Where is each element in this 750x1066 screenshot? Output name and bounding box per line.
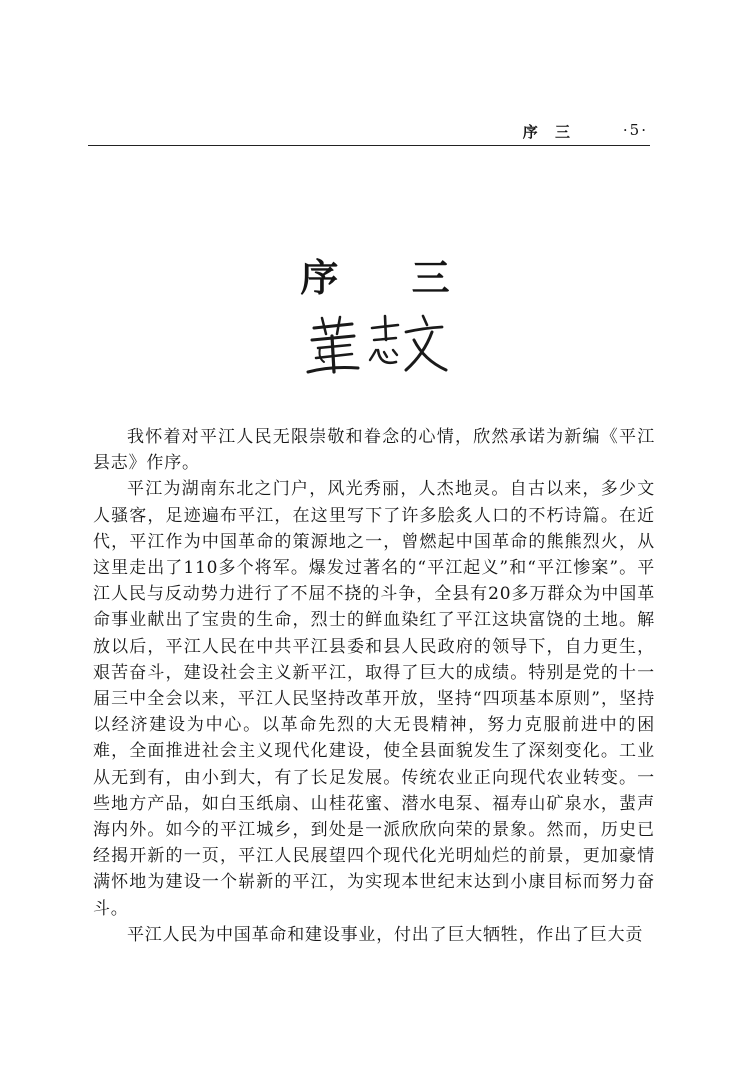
running-head bbox=[88, 121, 650, 145]
paragraph-1: 我怀着对平江人民无限崇敬和眷念的心情，欣然承诺为新编《平江县志》作序。 bbox=[93, 427, 655, 474]
handwritten-signature bbox=[300, 314, 450, 378]
running-head-title: 序 三 bbox=[522, 123, 576, 141]
body-text bbox=[93, 424, 655, 948]
header-rule bbox=[88, 145, 650, 146]
page-number: ·5· bbox=[622, 121, 648, 139]
paragraph-3: 平江人民为中国革命和建设事业，付出了巨大牺牲，作出了巨大贡 bbox=[127, 924, 644, 945]
paragraph-2: 平江为湖南东北之门户，风光秀丽，人杰地灵。自古以来，多少文人骚客，足迹遍布平江，在这里写下了许多脍炙人口的不朽诗篇。在近代，平江作为中国革命的策源地之一，曾燃起中国革命的熊熊烈火，从这里走出了110多个将军。爆发过著名的“平江起义”和“平江惨案”。平江人民与反动势力进行了不屈不挠的斗争，全县有20多万群众为中国革命事业献出了宝贵的生命，烈士的鲜血染红了平江这块富饶的土地。解放以后，平江人民在中共平江县委和县人民政府的领导下，自力更生，艰苦奋斗，建设社会主义新平江，取得了巨大的成绩。特别是党的十一届三中全会以来，平江人民坚持改革开放，坚持“四项基本原则”，坚持以经济建设为中心。以革命先烈的大无畏精神，努力克服前进中的困难，全面推进社会主义现代化建设，使全县面貌发生了深刻变化。工业从无到有，由小到大，有了长足发展。传统农业正向现代农业转变。一些地方产品，如白玉纸扇、山桂花蜜、潜水电泵、福寿山矿泉水，蜚声海内外。如今的平江城乡，到处是一派欣欣向荣的景象。然而，历史已经揭开新的一页，平江人民展望四个现代化光明灿烂的前景，更加豪情满怀地为建设一个崭新的平江，为实现本世纪末达到小康目标而努力奋斗。 bbox=[93, 479, 655, 919]
chapter-title: 序 三 bbox=[300, 256, 480, 300]
